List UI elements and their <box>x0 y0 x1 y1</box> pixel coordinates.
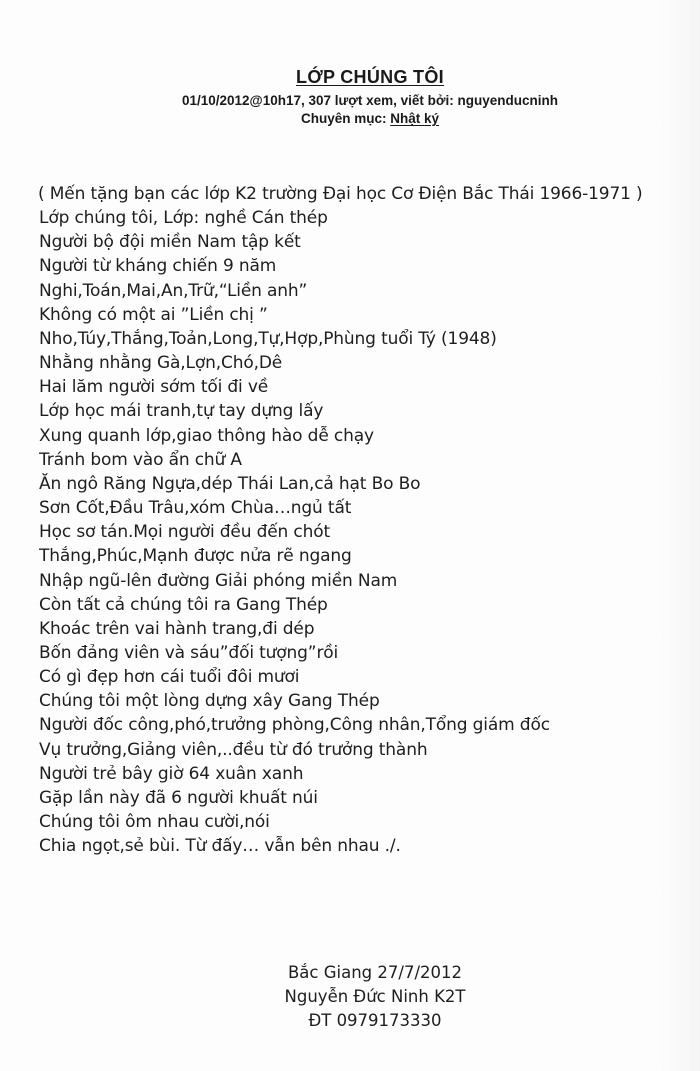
signature-place-date: Bắc Giang 27/7/2012 <box>287 963 462 982</box>
poem-line: Nghi,Toán,Mai,An,Trữ,“Liền anh” <box>39 280 308 301</box>
poem-line: Bốn đảng viên và sáu”đối tượng”rồi <box>39 642 339 663</box>
poem-body <box>39 182 689 858</box>
post-meta: 01/10/2012@10h17, 307 lượt xem, viết bởi: nguyenducninh <box>181 93 559 108</box>
poem-line: Sơn Cốt,Đầu Trâu,xóm Chùa…ngủ tất <box>39 498 352 519</box>
poem-line: Thắng,Phúc,Mạnh được nửa rẽ ngang <box>39 546 352 567</box>
poem-line: Người đốc công,phó,trưởng phòng,Công nhân,Tổng giám đốc <box>39 715 550 736</box>
poem-line: Chúng tôi một lòng dựng xây Gang Thép <box>39 691 380 712</box>
poem-line: Tránh bom vào ẩn chữ A <box>39 449 242 470</box>
poem-line: Vụ trưởng,Giảng viên,..đều từ đó trưởng thành <box>39 739 428 760</box>
poem-line: Khoác trên vai hành trang,đi dép <box>39 618 315 639</box>
poem-line: Người từ kháng chiến 9 năm <box>39 256 277 277</box>
poem-dedication: ( Mến tặng bạn các lớp K2 trường Đại học Cơ Điện Bắc Thái 1966-1971 ) <box>38 184 643 204</box>
poem-line: Xung quanh lớp,giao thông hào dễ chạy <box>39 425 374 446</box>
signature-phone: ĐT 0979173330 <box>308 1011 442 1030</box>
document-header <box>0 66 700 128</box>
poem-line: Gặp lần này đã 6 người khuất núi <box>39 787 318 808</box>
poem-line: Nhằng nhằng Gà,Lợn,Chó,Dê <box>39 353 283 374</box>
poem-line: Nhập ngũ-lên đường Giải phóng miền Nam <box>39 570 398 591</box>
category-label: Chuyên mục: <box>300 111 387 126</box>
poem-line: Lớp học mái tranh,tự tay dựng lấy <box>39 401 324 422</box>
signature-author: Nguyễn Đức Ninh K2T <box>284 987 466 1006</box>
poem-line: Có gì đẹp hơn cái tuổi đôi mươi <box>39 667 300 688</box>
poem-line: Hai lăm người sớm tối đi về <box>39 377 269 398</box>
category-link[interactable]: Nhật ký <box>390 111 440 126</box>
poem-line: Người bộ đội miền Nam tập kết <box>39 232 301 253</box>
signature-block <box>265 961 485 1033</box>
poem-line: Còn tất cả chúng tôi ra Gang Thép <box>39 594 328 615</box>
poem-line: Lớp chúng tôi, Lớp: nghề Cán thép <box>39 208 328 229</box>
page-title: LỚP CHÚNG TÔI <box>296 67 444 87</box>
poem-line: Nho,Túy,Thắng,Toản,Long,Tự,Hợp,Phùng tuổi Tý (1948) <box>39 328 497 349</box>
poem-line: Ăn ngô Răng Ngựa,dép Thái Lan,cả hạt Bo Bo <box>39 473 421 494</box>
poem-line: Chia ngọt,sẻ bùi. Từ đấy… vẫn bên nhau ./. <box>39 836 401 857</box>
poem-line: Người trẻ bây giờ 64 xuân xanh <box>39 763 304 784</box>
category-line <box>0 110 700 128</box>
poem-line: Chúng tôi ôm nhau cười,nói <box>39 812 270 833</box>
poem-line: Học sơ tán.Mọi người đều đến chót <box>39 522 331 543</box>
poem-line: Không có một ai ”Liền chị ” <box>39 304 268 325</box>
